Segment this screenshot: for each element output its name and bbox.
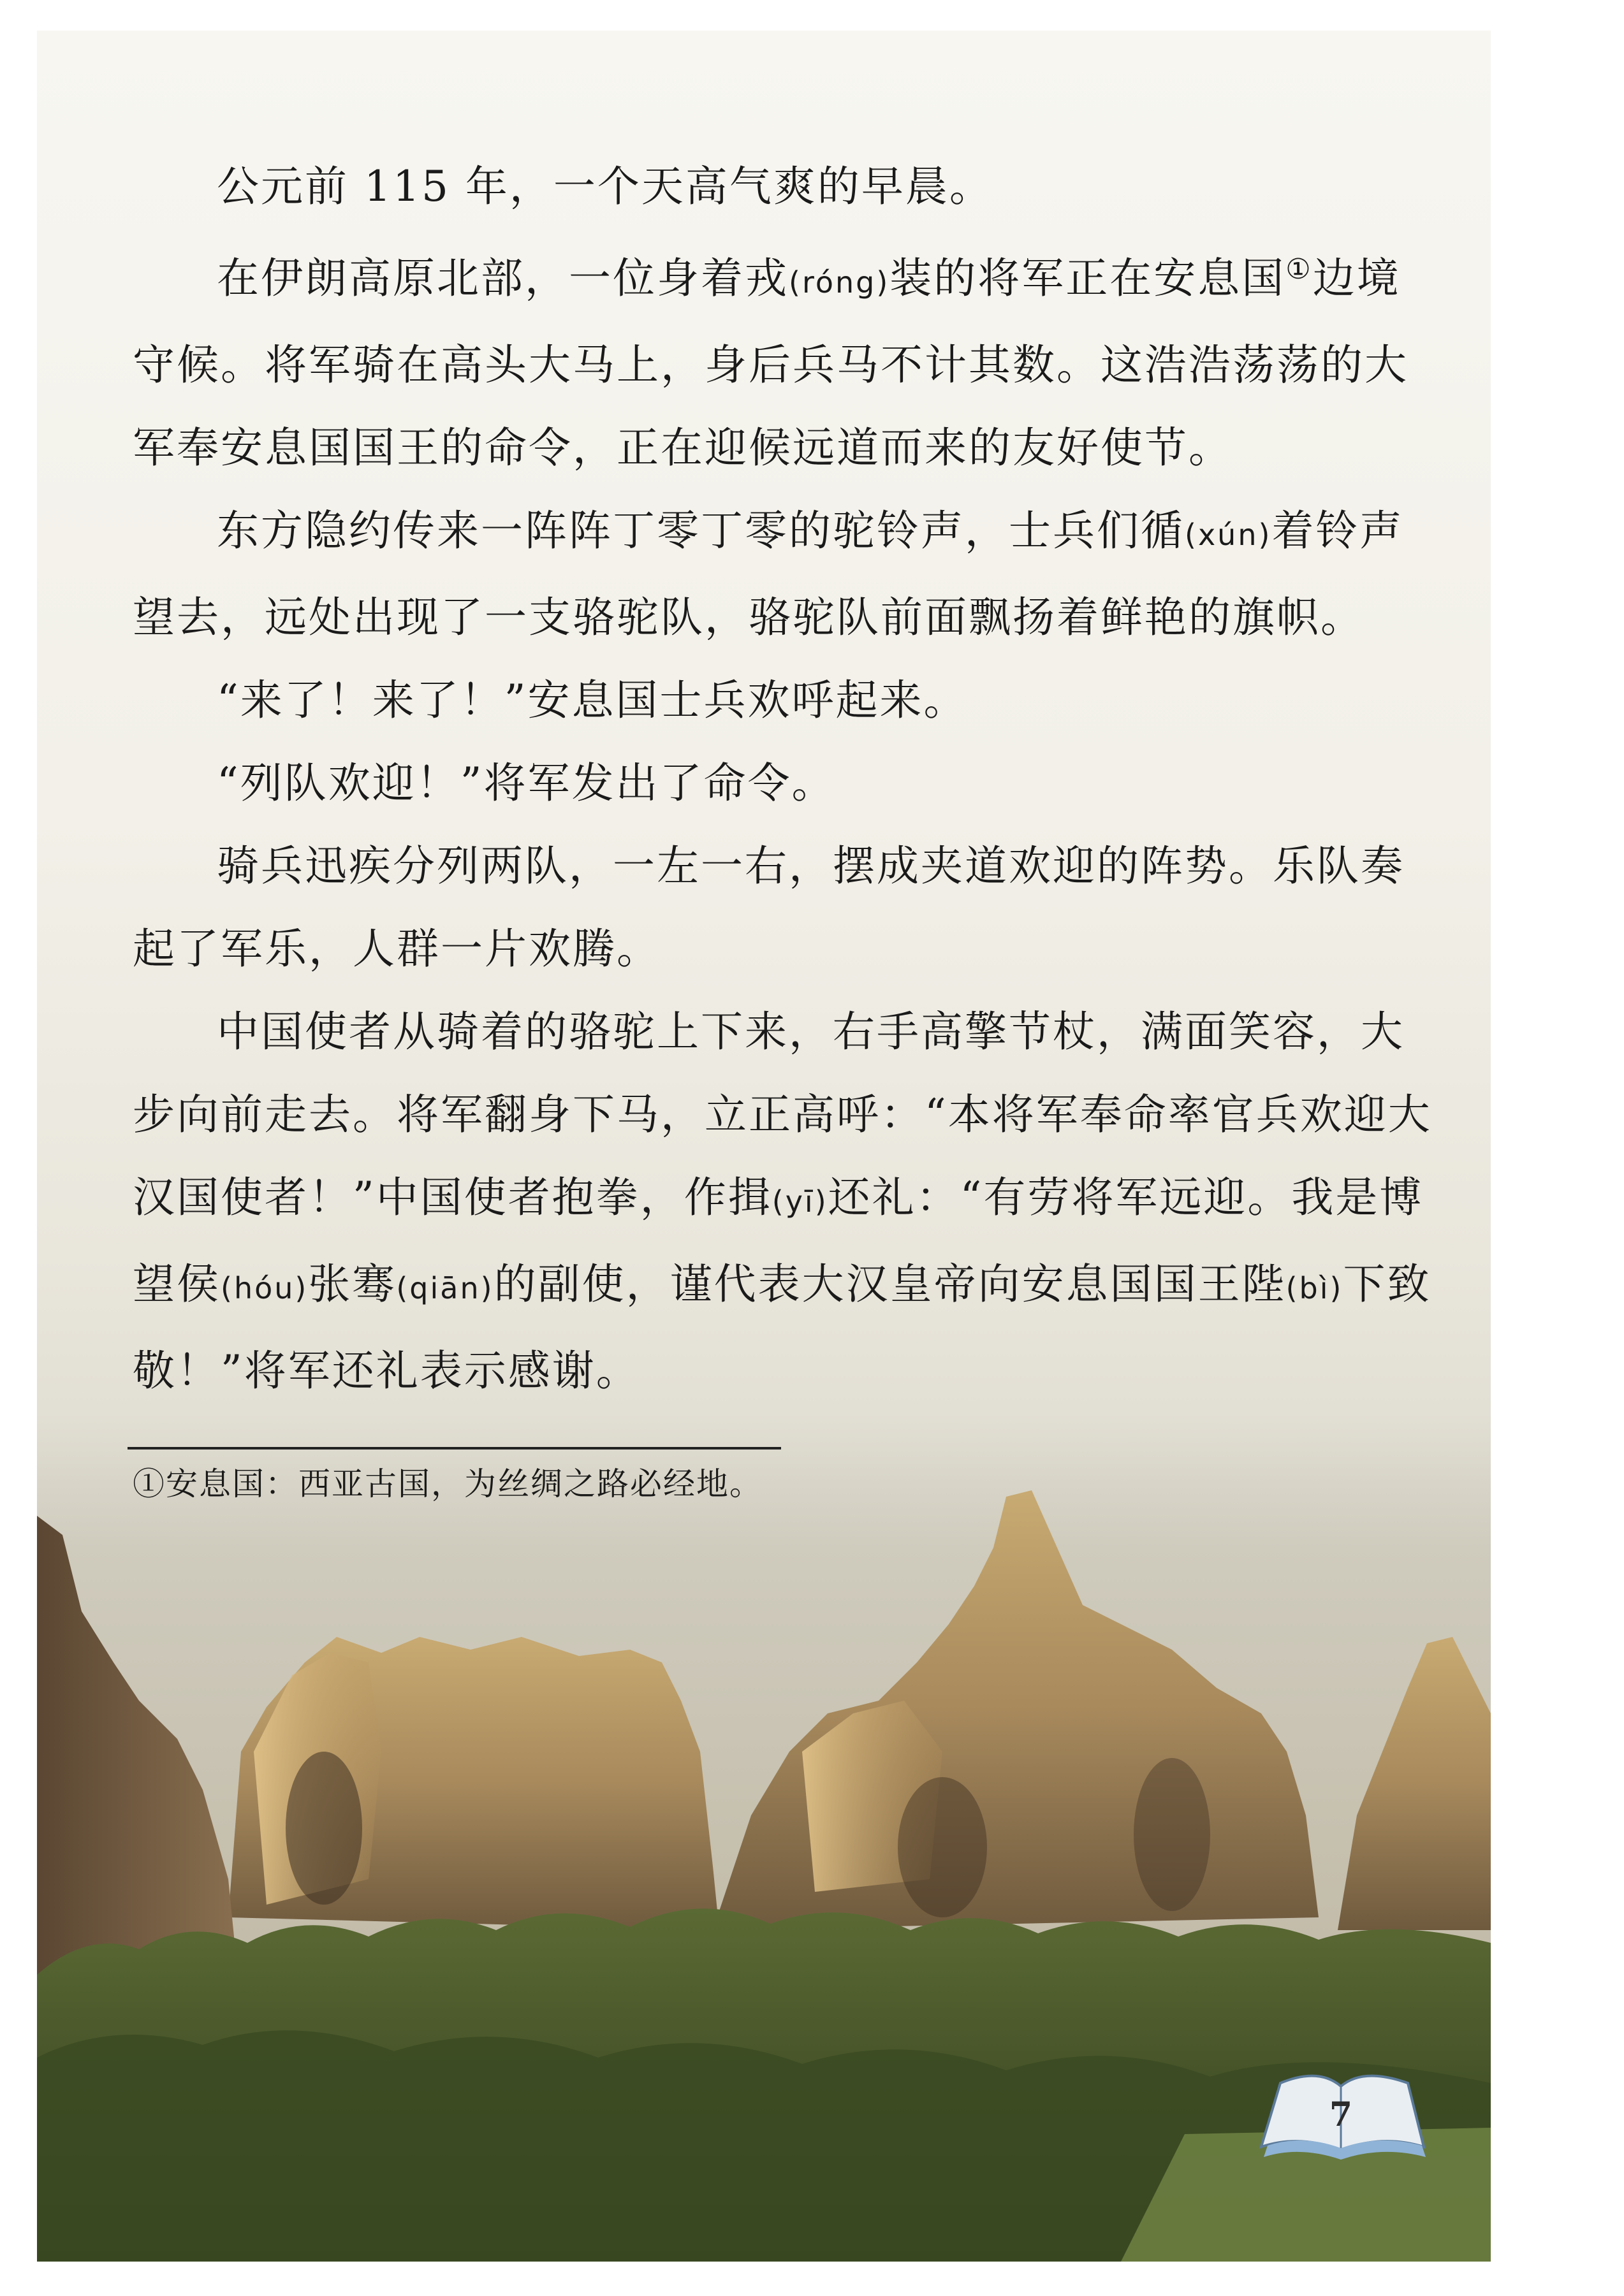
paragraph xyxy=(133,742,1433,825)
paragraph xyxy=(133,228,1433,490)
textbook-page xyxy=(37,31,1491,2262)
rock-formation xyxy=(1338,1637,1491,1930)
paragraph xyxy=(133,145,1433,228)
paragraph-text: “列队欢迎！”将军发出了命令。 xyxy=(217,759,836,808)
footnote-divider xyxy=(128,1447,781,1450)
page-number: 7 xyxy=(1329,2095,1353,2134)
pinyin-annotation: (róng) xyxy=(789,265,890,300)
paragraph-text: 骑兵迅疾分列两队，一左一右，摆成夹道欢迎的阵势。乐队奏起了军乐，人群一片欢腾。 xyxy=(133,841,1405,973)
paragraph-text: 下致敬！”将军还礼表示感谢。 xyxy=(133,1260,1431,1395)
rock-formation xyxy=(713,1490,1319,1930)
paragraph-text: “来了！来了！”安息国士兵欢呼起来。 xyxy=(217,676,968,725)
pinyin-annotation: (xún) xyxy=(1185,518,1272,552)
pinyin-annotation: (hóu) xyxy=(221,1271,309,1305)
body-text xyxy=(133,145,1433,1413)
pinyin-annotation: (qiān) xyxy=(396,1271,494,1305)
paragraph xyxy=(133,825,1433,991)
paragraph-text: 在伊朗高原北部，一位身着戎 xyxy=(217,254,789,303)
pinyin-annotation: (yī) xyxy=(772,1184,828,1219)
pinyin-annotation: (bì) xyxy=(1285,1271,1343,1305)
paragraph xyxy=(133,659,1433,742)
paragraph-text: 边境守候。将军骑在高头大马上，身后兵马不计其数。这浩浩荡荡的大军奉安息国国王的命令，正在迎候远道而来的友好使节。 xyxy=(133,254,1408,472)
paragraph-text: 中国使者从骑着的骆驼上下来，右手高擎节杖，满面笑容，大步向前走去。将军翻身下马，立正高呼：“本将军奉命率官兵欢迎大汉国使者！”中国使者抱拳，作揖 xyxy=(133,1007,1432,1222)
paragraph-text: 的副使，谨代表大汉皇帝向安息国国王陛 xyxy=(494,1260,1286,1309)
paragraph-text: 装的将军正在安息国 xyxy=(889,254,1286,303)
paragraph xyxy=(133,991,1433,1413)
paragraph-text: 还礼：“有劳将军远迎。我是博望侯 xyxy=(133,1173,1424,1309)
paragraph-text: 张骞 xyxy=(308,1260,397,1309)
paragraph-text: 公元前 115 年，一个天高气爽的早晨。 xyxy=(217,162,993,211)
paragraph xyxy=(133,490,1433,659)
paragraph-text: 东方隐约传来一阵阵丁零丁零的驼铃声，士兵们循 xyxy=(217,506,1185,555)
paragraph-text: 着铃声望去，远处出现了一支骆驼队，骆驼队前面飘扬着鲜艳的旗帜。 xyxy=(133,506,1404,642)
footnote: ①安息国：西亚古国，为丝绸之路必经地。 xyxy=(133,1465,763,1502)
footnote-marker: ① xyxy=(1285,253,1313,286)
